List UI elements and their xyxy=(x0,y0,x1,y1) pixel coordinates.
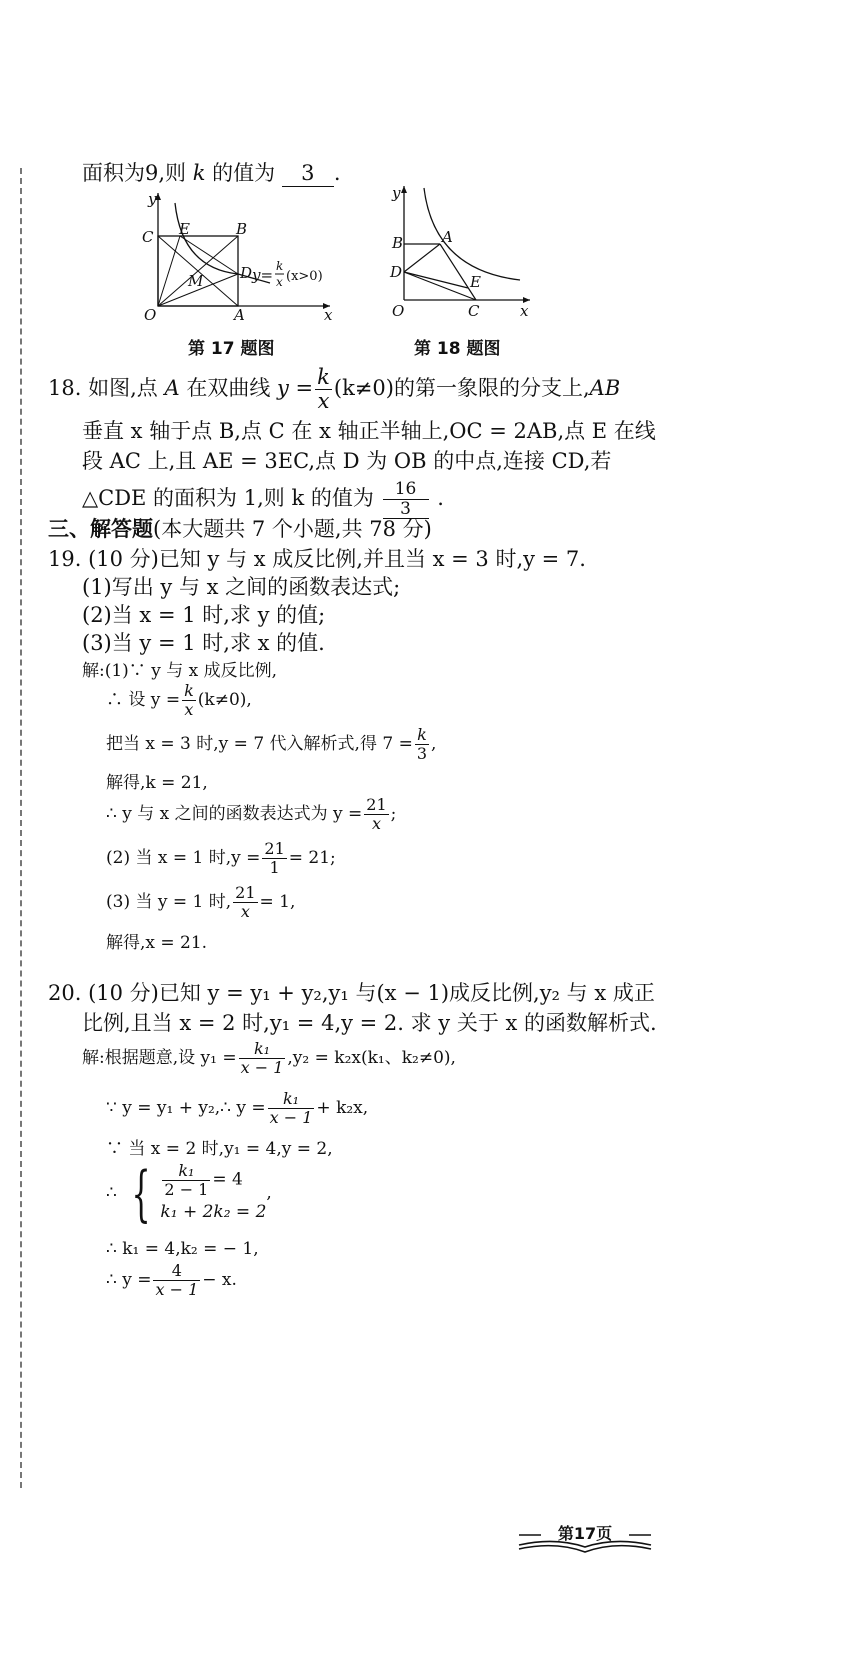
q20-eq-2: k₁ + 2k₂ = 2 xyxy=(160,1201,267,1222)
fig18-segment-DE xyxy=(404,272,468,288)
q20-sol-1-b: ,y₂ = k₂x(k₁、k₂≠0), xyxy=(287,1048,456,1068)
q19-sol-2-frac xyxy=(182,682,196,718)
q17-tail: 的值为 xyxy=(212,161,276,185)
q19-sol-3-den: 3 xyxy=(416,744,428,763)
q20-sol-5: ∴ k₁ = 4,k₂ = − 1, xyxy=(106,1239,259,1259)
q19-sol-4: 解得,k = 21, xyxy=(106,773,208,793)
fig18-label-E: E xyxy=(470,273,481,291)
q19-sol-2-den: x xyxy=(182,700,196,719)
fig17-label-M: M xyxy=(188,272,204,290)
q19-part1: (1)写出 y 与 x 之间的函数表达式; xyxy=(82,575,401,599)
fig18-label-x: x xyxy=(520,302,529,320)
q18-answer-num: 16 xyxy=(394,478,417,499)
q19-sol-2-num: k xyxy=(184,681,194,701)
q18-text-a: 如图,点 xyxy=(88,376,158,401)
q20-eq-1-frac xyxy=(162,1162,210,1198)
fig18-segment-DC xyxy=(404,272,476,300)
q20-sol-2-den: x − 1 xyxy=(269,1108,313,1127)
q19-part2: (2)当 x = 1 时,求 y 的值; xyxy=(82,603,326,627)
q19-sol-7-b: = 1, xyxy=(259,892,296,912)
fig17-func-x: x xyxy=(276,275,283,289)
q20-sol-2-a: ∵ y = y₁ + y₂,∴ y = xyxy=(106,1098,266,1118)
q20-equation-system xyxy=(160,1162,266,1224)
q20-eq-1-rhs: = 4 xyxy=(212,1170,243,1190)
q20-sol-1-num: k₁ xyxy=(253,1039,271,1059)
fig18-label-B: B xyxy=(392,234,404,252)
q19-sol-3-b: , xyxy=(431,734,437,754)
q20-sol-6-num: 4 xyxy=(171,1261,182,1281)
q18-answer-den: 3 xyxy=(383,499,429,519)
fig18-label-y: y xyxy=(392,184,401,202)
q18-text-b: 在双曲线 xyxy=(186,376,271,401)
q18-frac xyxy=(315,366,332,413)
q18-A: A xyxy=(164,376,180,401)
q18-cond: (k≠0) xyxy=(333,376,394,401)
q17-k: k xyxy=(192,161,206,185)
q19-sol-2 xyxy=(106,680,252,720)
fig18-segment-DA xyxy=(404,244,440,272)
fig18-hyperbola xyxy=(424,188,520,280)
q19-sol-3-num: k xyxy=(417,725,427,745)
q19-sol-7-a: (3) 当 y = 1 时, xyxy=(106,892,232,912)
page-number-badge xyxy=(515,1515,655,1557)
section3-note: (本大题共 7 个小题,共 78 分) xyxy=(153,517,432,541)
q19-sol-6-a: (2) 当 x = 1 时,y = xyxy=(106,848,261,868)
fig18-label-D: D xyxy=(390,263,403,281)
q20-sol-1-a: 解:根据题意,设 y₁ = xyxy=(82,1048,237,1068)
q17-text: 面积为9,则 xyxy=(82,161,187,185)
q18-line4: △CDE 的面积为 1,则 k 的值为 $\frac{16}{3}$ . xyxy=(82,478,444,519)
fig17-func-y: y= xyxy=(252,266,274,284)
q19-sol-6 xyxy=(106,838,336,878)
fig17-label-D: D xyxy=(240,264,253,282)
fig18-label-C: C xyxy=(468,302,480,320)
q19-sol-5-a: ∴ y 与 x 之间的函数表达式为 y = xyxy=(106,804,363,824)
q20-sol-6-frac xyxy=(153,1262,200,1298)
q19-sol-6-den: 1 xyxy=(262,858,286,877)
fig17-line-OE xyxy=(158,236,180,306)
q19-sol-1: 解:(1)∵ y 与 x 成反比例, xyxy=(82,661,278,681)
fig18-caption: 第 18 题图 xyxy=(414,339,501,359)
q19-sol-5 xyxy=(106,794,396,834)
figure-17 xyxy=(130,188,340,323)
q20-sol-2-frac xyxy=(268,1090,315,1126)
q20-sol-6-den: x − 1 xyxy=(155,1280,199,1299)
q20-sol-1 xyxy=(82,1036,456,1080)
fig17-label-C: C xyxy=(142,228,154,246)
fig17-line-ED xyxy=(180,236,238,274)
q20-sol-1-frac xyxy=(239,1040,286,1076)
q20-sol-2-b: + k₂x, xyxy=(316,1098,369,1118)
q18-y: y = xyxy=(277,376,314,401)
q19-sol-7-num: 21 xyxy=(235,883,256,903)
q18-text-c: 的第一象限的分支上, xyxy=(393,376,590,401)
q20-sol-4-a: ∴ xyxy=(106,1183,117,1203)
q18-AB: AB xyxy=(589,376,621,401)
q18-line1 xyxy=(48,366,620,413)
q17-line: 面积为9,则 k 的值为 3 . xyxy=(82,161,341,185)
fig17-caption: 第 17 题图 xyxy=(188,339,275,359)
q19-sol-7-den: x xyxy=(233,902,257,921)
q20-sol-4 xyxy=(106,1158,272,1228)
fig18-label-A: A xyxy=(442,228,453,246)
section3-title: 三、解答题 xyxy=(48,517,153,541)
q20-sol-6 xyxy=(106,1258,237,1302)
q19-sol-6-num: 21 xyxy=(264,839,285,859)
q17-answer: 3 xyxy=(282,160,334,187)
q18-line2: 垂直 x 轴于点 B,点 C 在 x 轴正半轴上,OC = 2AB,点 E 在线 xyxy=(82,419,656,443)
q20-eq-1-num: k₁ xyxy=(178,1161,195,1181)
q19-sol-2-b: (k≠0), xyxy=(197,690,252,710)
brace-symbol: { xyxy=(131,1158,151,1229)
q18-line3: 段 AC 上,且 AE = 3EC,点 D 为 OB 的中点,连接 CD,若 xyxy=(82,449,612,473)
q20-eq-1-den: 2 − 1 xyxy=(164,1180,209,1199)
q19-sol-3 xyxy=(106,724,436,764)
q19-stem: 19. (10 分)已知 y 与 x 成反比例,并且当 x = 3 时,y = 7. xyxy=(48,547,586,571)
fig17-label-E: E xyxy=(179,220,190,238)
q19-sol-5-den: x xyxy=(364,814,388,833)
figure-18 xyxy=(382,180,542,325)
q19-part3: (3)当 y = 1 时,求 x 的值. xyxy=(82,631,325,655)
q19-sol-3-a: 把当 x = 3 时,y = 7 代入解析式,得 7 = xyxy=(106,734,413,754)
q19-sol-5-frac xyxy=(364,796,388,832)
q19-sol-5-b: ; xyxy=(390,804,397,824)
q18-number: 18. xyxy=(48,376,82,401)
page-number: 第17页 xyxy=(557,1524,613,1543)
q20-sol-2 xyxy=(106,1086,368,1130)
q20-stem-line1: 20. (10 分)已知 y = y₁ + y₂,y₁ 与(x − 1)成反比例,y₂ 与 x 成正 xyxy=(48,981,655,1005)
q19-sol-8: 解得,x = 21. xyxy=(106,933,208,953)
q18-answer xyxy=(383,480,429,519)
q19-sol-6-b: = 21; xyxy=(288,848,336,868)
fig17-label-A: A xyxy=(234,306,245,323)
fig17-label-B: B xyxy=(236,220,248,238)
q20-eq-1 xyxy=(160,1162,266,1198)
binding-margin-line xyxy=(20,168,22,1488)
q20-sol-3: ∵ 当 x = 2 时,y₁ = 4,y = 2, xyxy=(106,1139,333,1159)
q18-line4-text: △CDE 的面积为 1,则 k 的值为 xyxy=(82,486,374,510)
q18-frac-den: x xyxy=(315,389,332,413)
q19-sol-5-num: 21 xyxy=(366,795,387,815)
q20-sol-4-b: , xyxy=(266,1183,272,1203)
q20-stem-line2: 比例,且当 x = 2 时,y₁ = 4,y = 2. 求 y 关于 x 的函数解析式. xyxy=(82,1011,657,1035)
q19-sol-6-frac xyxy=(262,840,286,876)
q20-sol-1-den: x − 1 xyxy=(240,1058,284,1077)
fig17-label-O: O xyxy=(144,306,157,323)
fig18-segment-AC xyxy=(440,244,476,300)
section3-heading xyxy=(48,516,432,542)
q20-sol-6-b: − x. xyxy=(202,1270,237,1290)
fig17-func-cond: (x>0) xyxy=(286,269,323,284)
q19-sol-7-frac xyxy=(233,884,257,920)
q20-sol-2-num: k₁ xyxy=(282,1089,300,1109)
fig17-func-k: k xyxy=(276,259,284,273)
q20-sol-6-a: ∴ y = xyxy=(106,1270,152,1290)
fig18-label-O: O xyxy=(392,302,405,320)
q19-sol-2-a: ∴ 设 y = xyxy=(106,690,181,710)
q19-sol-3-frac xyxy=(415,726,429,762)
fig17-label-x: x xyxy=(324,306,333,323)
fig17-label-y: y xyxy=(148,190,157,208)
q18-frac-num: k xyxy=(317,365,330,389)
q19-sol-7 xyxy=(106,882,295,922)
